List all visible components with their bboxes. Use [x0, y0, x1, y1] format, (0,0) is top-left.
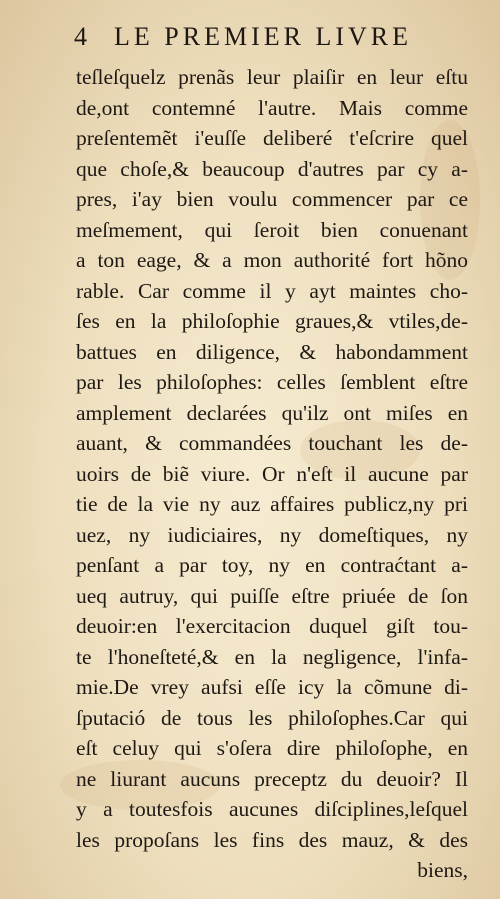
text-line: amplement declarées qu'ilz ont miſes en	[76, 400, 468, 425]
body-text	[76, 62, 468, 886]
page-number: 4	[74, 22, 91, 51]
running-title: LE PREMIER LIVRE	[114, 22, 412, 51]
text-line: pres, i'ay bien voulu commencer par ce	[76, 187, 468, 211]
text-line: meſmement, qui ſeroit bien conuenant	[76, 217, 468, 242]
text-line: les propoſans les fins des mauz, & des	[76, 827, 468, 852]
text-line: te l'honeſteté,& en la negligence, l'infa-	[76, 644, 468, 669]
text-line: ne liurant aucuns preceptz du deuoir? Il	[76, 766, 468, 791]
text-line: a ton eage, & a mon authorité fort hõno	[76, 248, 468, 272]
text-line: ueq autruy, qui puiſſe eſtre priuée de ſon	[76, 583, 468, 608]
text-line: y a toutesfois aucunes diſciplines,leſquel	[76, 797, 468, 821]
text-line: rable. Car comme il y ayt maintes cho-	[76, 278, 468, 303]
text-line: ſes en la philoſophie graues,& vtiles,de-	[76, 309, 468, 333]
text-line: de,ont contemné l'autre. Mais comme	[76, 95, 468, 120]
text-line: uez, ny iudiciaires, ny domeſtiques, ny	[76, 522, 468, 547]
text-line: penſant a par toy, ny en contraćtant a-	[76, 553, 468, 577]
catchword: biens,	[417, 858, 468, 882]
text-line: par les philoſophes: celles ſemblent eſtre	[76, 370, 468, 394]
text-line: uoirs de biẽ viure. Or n'eſt il aucune par	[76, 461, 468, 486]
text-line: ſputació de tous les philoſophes.Car qui	[76, 705, 468, 730]
text-line: teſleſquelz prenãs leur plaiſir en leur eſtu	[76, 65, 468, 89]
text-line: auant, & commandées touchant les de-	[76, 431, 468, 455]
text-line: que choſe,& beaucoup d'autres par cy a-	[76, 156, 468, 181]
text-line: mie.De vrey aufsi eſſe icy la cõmune di-	[76, 675, 468, 699]
text-line: eſt celuy qui s'oſera dire philoſophe, en	[76, 736, 468, 760]
text-line: tie de la vie ny auz affaires publicz,ny pri	[76, 492, 468, 516]
text-line: battues en diligence, & habondamment	[76, 339, 468, 364]
text-line: deuoir:en l'exercitacion duquel giſt tou-	[76, 614, 468, 638]
running-header	[74, 22, 434, 58]
text-line: preſentemẽt i'euſſe deliberé t'eſcrire quel	[76, 126, 468, 150]
